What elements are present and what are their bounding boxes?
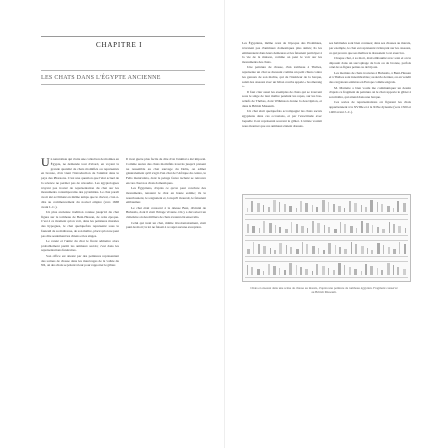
- hieroglyph-mark: [302, 242, 303, 254]
- paragraph: Une peinture de chasse, d'un tombeau à Thèbes, représente un chat se dressant comme un petit chien contre les genoux de son maître, qui de l'intérieur de la barque, saisit des oiseaux avec un bâton courbe appelé « boomerang ».: [242, 65, 322, 89]
- hieroglyph-mark: [377, 202, 378, 212]
- hieroglyph-mark: [381, 204, 383, 212]
- hieroglyph-mark: [403, 203, 406, 212]
- hieroglyph-mark: [397, 201, 399, 212]
- hieroglyph-mark: [338, 263, 341, 275]
- hieroglyph-mark: [251, 267, 253, 275]
- hieroglyph-mark: [377, 268, 378, 275]
- hieroglyph-mark: [361, 221, 363, 233]
- frieze-band: [245, 219, 408, 236]
- hieroglyph-mark: [247, 249, 250, 254]
- hieroglyph-mark: [257, 203, 260, 212]
- hieroglyph-mark: [354, 203, 357, 212]
- paragraph: Un naturaliste qui visite une collection de momies en Égypte, ne demande tout d'abord, en voyant la grande quantité de chats momifiés ou représentés en bronze, d'où vient l'introduction de l'animal dans le pays des Pharaons. C'est une question que l'état actuel de la science ne permet pas de résoudre. Les égyptologues n'ayant pas trouvé de représentation du chat sur les monuments contemporains des pyramides. Le chat paraît avoir été acclimaté en même temps que le cheval, c'est-à-dire au commencement du nouvel empire (vers 1668 avant J.-C.).: [41, 157, 119, 209]
- hieroglyph-mark: [335, 245, 336, 254]
- paragraph: Son office est attesté par des peintures représentant des scènes de chasse dans les marécages de la vallée du Nil, où des chats se jettent à leur pour rapporter le gibier.: [41, 253, 119, 268]
- hieroglyph-mark: [273, 200, 276, 212]
- hieroglyph-mark: [307, 228, 308, 233]
- hieroglyph-mark: [279, 268, 280, 275]
- hieroglyph-mark: [296, 249, 299, 254]
- hieroglyph-row: [247, 264, 406, 275]
- hieroglyph-row: [247, 201, 406, 212]
- hieroglyph-mark: [367, 248, 368, 254]
- hieroglyph-mark: [296, 208, 297, 212]
- hieroglyph-mark: [361, 271, 362, 275]
- hieroglyph-mark: [344, 249, 347, 254]
- right-text-column-1: [242, 41, 322, 210]
- frieze-band: [245, 240, 408, 257]
- paragraph: Le chat était consacré à la déesse Bast, divinité de Bubastis, dont il était l'image vivante. On y a découvert un cimetière où des milliers de chats avaient été ensevelis.: [126, 205, 206, 220]
- hieroglyph-mark: [370, 200, 373, 212]
- hieroglyph-mark: [317, 223, 320, 233]
- hieroglyph-mark: [349, 201, 351, 212]
- paragraph: Les momies de chats trouvées à Bubastis, à Beni-Hassan et à Thèbes sont innombrables; au siècle dernier, on en vendit des cargaisons entières en Europe comme engrais.: [329, 70, 411, 85]
- hieroglyph-mark: [370, 266, 373, 275]
- left-text-column-1: [41, 157, 119, 401]
- hieroglyph-mark: [284, 270, 286, 275]
- hieroglyph-mark: [247, 224, 249, 233]
- hieroglyph-mark: [251, 201, 253, 212]
- hieroglyph-mark: [289, 263, 292, 275]
- hieroglyph-mark: [361, 246, 364, 254]
- hieroglyph-mark: [324, 225, 325, 233]
- hieroglyph-mark: [268, 264, 270, 275]
- header-rule-bottom: [41, 84, 205, 85]
- hieroglyph-mark: [258, 244, 260, 254]
- hieroglyph-mark: [398, 226, 401, 233]
- hieroglyph-mark: [305, 269, 308, 275]
- hieroglyph-mark: [328, 243, 331, 254]
- hieroglyph-mark: [252, 226, 255, 233]
- hieroglyph-mark: [344, 265, 345, 275]
- hieroglyph-mark: [397, 267, 399, 275]
- paragraph: Les Égyptiens, même ceux de l'époque des Ptolémées, n'avaient pas d'animaux domestiques plus aimés; ils les emmenaient dans leurs demeures et les faisaient participer à la vie de la maison, comme on peut le voir sur les monuments des chats.: [242, 41, 322, 64]
- hieroglyph-mark: [323, 250, 325, 254]
- hieroglyph-mark: [338, 206, 341, 212]
- hieroglyph-mark: [372, 225, 373, 233]
- hieroglyph-mark: [312, 271, 313, 275]
- hieroglyph-mark: [270, 248, 271, 254]
- header-rule-middle: [41, 70, 205, 71]
- paragraph: Un plus ancienne tradition connue jusqu'ici du chat figure sur le tombeau de Beni-Hassan, de cette époque. C'est à ce moment qu'on voit, dans les peintures murales des hypogées, le chat quelquefois représenté sous le fauteuil de sa maîtresse, de son maître, placé qu'on ne peut pas dire seulement les chiens et les singes.: [41, 209, 119, 238]
- hieroglyph-mark: [383, 245, 384, 254]
- hieroglyph-mark: [305, 203, 308, 212]
- hieroglyph-mark: [388, 247, 390, 254]
- hieroglyph-mark: [269, 223, 272, 233]
- right-page: [224, 0, 448, 448]
- drop-cap: U: [41, 157, 50, 169]
- hieroglyph-mark: [290, 247, 292, 254]
- left-text-column-2: [126, 157, 206, 401]
- paragraph: Les Égyptiens, d'après ce qu'on peut conclure des monuments, tenaient le chat en haute estime; ils le nourrissaient, le soignaient et, lorsqu'il mourait, le faisaient embaumer.: [126, 186, 206, 205]
- header-rule-top: [41, 36, 205, 37]
- hieroglyph-mark: [268, 207, 270, 212]
- hieroglyph-row: [247, 222, 406, 233]
- hieroglyph-mark: [296, 224, 298, 233]
- hieroglyph-mark: [356, 228, 357, 233]
- paragraph: Ces sortes de représentations où figurent les chats appartiennent à la XVIIIe et à la XIXe dynastie (vers 1500 et 1400 avant J.-C.).: [329, 100, 411, 114]
- hieroglyph-mark: [328, 268, 329, 275]
- hieroglyph-mark: [371, 250, 373, 254]
- hieroglyph-mark: [377, 243, 380, 254]
- hieroglyph-mark: [393, 265, 394, 275]
- hieroglyph-mark: [247, 208, 248, 212]
- hieroglyph-mark: [253, 242, 254, 254]
- hieroglyph-mark: [279, 227, 281, 233]
- paragraph: M. Mariette a bien voulu me communiquer un dessin d'après ce fragment de peinture où le chat rapporte le gibier à son maître, qui attend dans une barque.: [329, 85, 411, 100]
- hieroglyph-mark: [286, 245, 287, 254]
- hieroglyph-mark: [350, 226, 353, 233]
- chapter-title: LES CHATS DANS L'ÉGYPTE ANCIENNE: [41, 75, 161, 81]
- hieroglyph-row: [247, 243, 406, 254]
- hieroglyph-mark: [365, 264, 367, 275]
- hieroglyph-mark: [316, 264, 318, 275]
- hieroglyph-mark: [351, 242, 352, 254]
- hieroglyph-mark: [284, 204, 286, 212]
- hieroglyph-mark: [312, 221, 314, 233]
- hieroglyph-mark: [322, 266, 325, 275]
- chapter-label: CHAPITRE I: [96, 41, 143, 49]
- paragraph: Celui qui tuait un chat, même involontairement, était puni de mort; la loi ne faisait à ce sujet aucune exception.: [126, 220, 206, 230]
- hieroglyph-mark: [318, 248, 319, 254]
- frieze-band: [245, 198, 408, 215]
- hieroglyph-mark: [339, 247, 341, 254]
- paragraph: Le rareté et l'unité du chat le firent admettre alors probablement parmi les animaux sacrés; c'est dans les représentations funéraires.: [41, 238, 119, 253]
- hieroglyph-mark: [328, 202, 329, 212]
- hieroglyph-mark: [333, 204, 335, 212]
- hieroglyph-mark: [312, 205, 313, 212]
- right-text-column-2: [329, 41, 411, 210]
- hieroglyph-mark: [312, 246, 315, 254]
- hieroglyph-mark: [344, 208, 345, 212]
- hieroglyph-mark: [279, 202, 280, 212]
- hieroglyph-mark: [291, 222, 292, 233]
- hieroglyph-mark: [399, 242, 400, 254]
- hieroglyph-mark: [322, 200, 325, 212]
- hieroglyph-mark: [344, 224, 346, 233]
- hieroglyph-mark: [334, 229, 337, 233]
- hieroglyph-mark: [403, 269, 406, 275]
- hieroglyph-mark: [354, 269, 357, 275]
- frieze-band: [245, 261, 408, 278]
- paragraph: Chaque chat, à sa mort, était embaumé avec soin et on le déposait dans un sarcophage de bois ou de bronze, parfois orné de sa figure peinte ou de bijoux.: [329, 55, 411, 70]
- hieroglyph-mark: [316, 207, 318, 212]
- hieroglyph-mark: [285, 229, 288, 233]
- hieroglyph-mark: [300, 201, 302, 212]
- hieroglyph-mark: [381, 270, 383, 275]
- hieroglyph-mark: [333, 270, 335, 275]
- hieroglyph-mark: [274, 250, 276, 254]
- hieroglyph-mark: [263, 205, 264, 212]
- hieroglyph-mark: [279, 243, 282, 254]
- hieroglyph-mark: [389, 222, 390, 233]
- paragraph: Il n'est guère plus facile de dire d'où l'animal a été importé. Comme aucun des chats momifiés trouvés jusqu'à présent ne ressemble au chat sauvage du Delta, on admet généralement qu'il s'agit d'un chat de l'Afrique du centre, le Felis maniculata, dont le pelage fauve tacheté se retrouve encore chez nos chats domestiques.: [126, 157, 206, 185]
- hieroglyph-mark: [340, 222, 341, 233]
- hieroglyph-mark: [263, 221, 265, 233]
- hieroglyph-mark: [404, 244, 406, 254]
- hieroglyph-mark: [366, 223, 369, 233]
- hieroglyph-mark: [275, 225, 276, 233]
- egyptian-frieze-figure: [242, 194, 411, 282]
- hieroglyph-mark: [377, 227, 379, 233]
- hieroglyph-mark: [361, 205, 362, 212]
- hieroglyph-mark: [393, 249, 396, 254]
- paragraph: Il faut citer aussi les exemples de chats qui se trouvent sous le siège de leur maître pendant les repas, sur les bas-reliefs de Thèbes, dont Wilkinson donne la description, et dans le British Museum.: [242, 89, 322, 108]
- hieroglyph-mark: [405, 228, 406, 233]
- figure-caption: Chats et oiseaux dans une scène de chasse au marais, d'après une peinture de tombeau égyptien. Fragment conservé au British Museum.: [250, 286, 398, 295]
- hieroglyph-mark: [387, 263, 390, 275]
- hieroglyph-mark: [301, 226, 304, 233]
- hieroglyph-mark: [300, 267, 302, 275]
- hieroglyph-mark: [382, 229, 385, 233]
- hieroglyph-mark: [273, 266, 276, 275]
- paragraph: ses habitudes sont bien connues; dans ses chasses au marais, par exemple, le chat est représenté s'élançant sur les oiseaux, ce qui prouve que ses maîtres le dressaient à cet exercice.: [329, 41, 411, 55]
- hieroglyph-mark: [263, 271, 264, 275]
- hieroglyph-mark: [259, 228, 260, 233]
- hieroglyph-mark: [355, 244, 357, 254]
- hieroglyph-mark: [263, 246, 266, 254]
- hieroglyph-mark: [365, 207, 367, 212]
- hieroglyph-mark: [349, 267, 351, 275]
- hieroglyph-mark: [387, 206, 390, 212]
- hieroglyph-mark: [306, 244, 308, 254]
- hieroglyph-mark: [393, 224, 395, 233]
- hieroglyph-mark: [393, 208, 394, 212]
- paragraph: Un chat était quelquefois accompagné les chats sacrés égyptiens dans ces occasions, et par l'exactitude avec laquelle il est représenté souvent le gibier. L'artiste voulait nous montrer que ces animaux étaient dressés.: [242, 109, 322, 128]
- hieroglyph-mark: [296, 265, 297, 275]
- hieroglyph-mark: [257, 269, 260, 275]
- hieroglyph-mark: [289, 206, 292, 212]
- hieroglyph-mark: [328, 227, 330, 233]
- hieroglyph-mark: [247, 265, 248, 275]
